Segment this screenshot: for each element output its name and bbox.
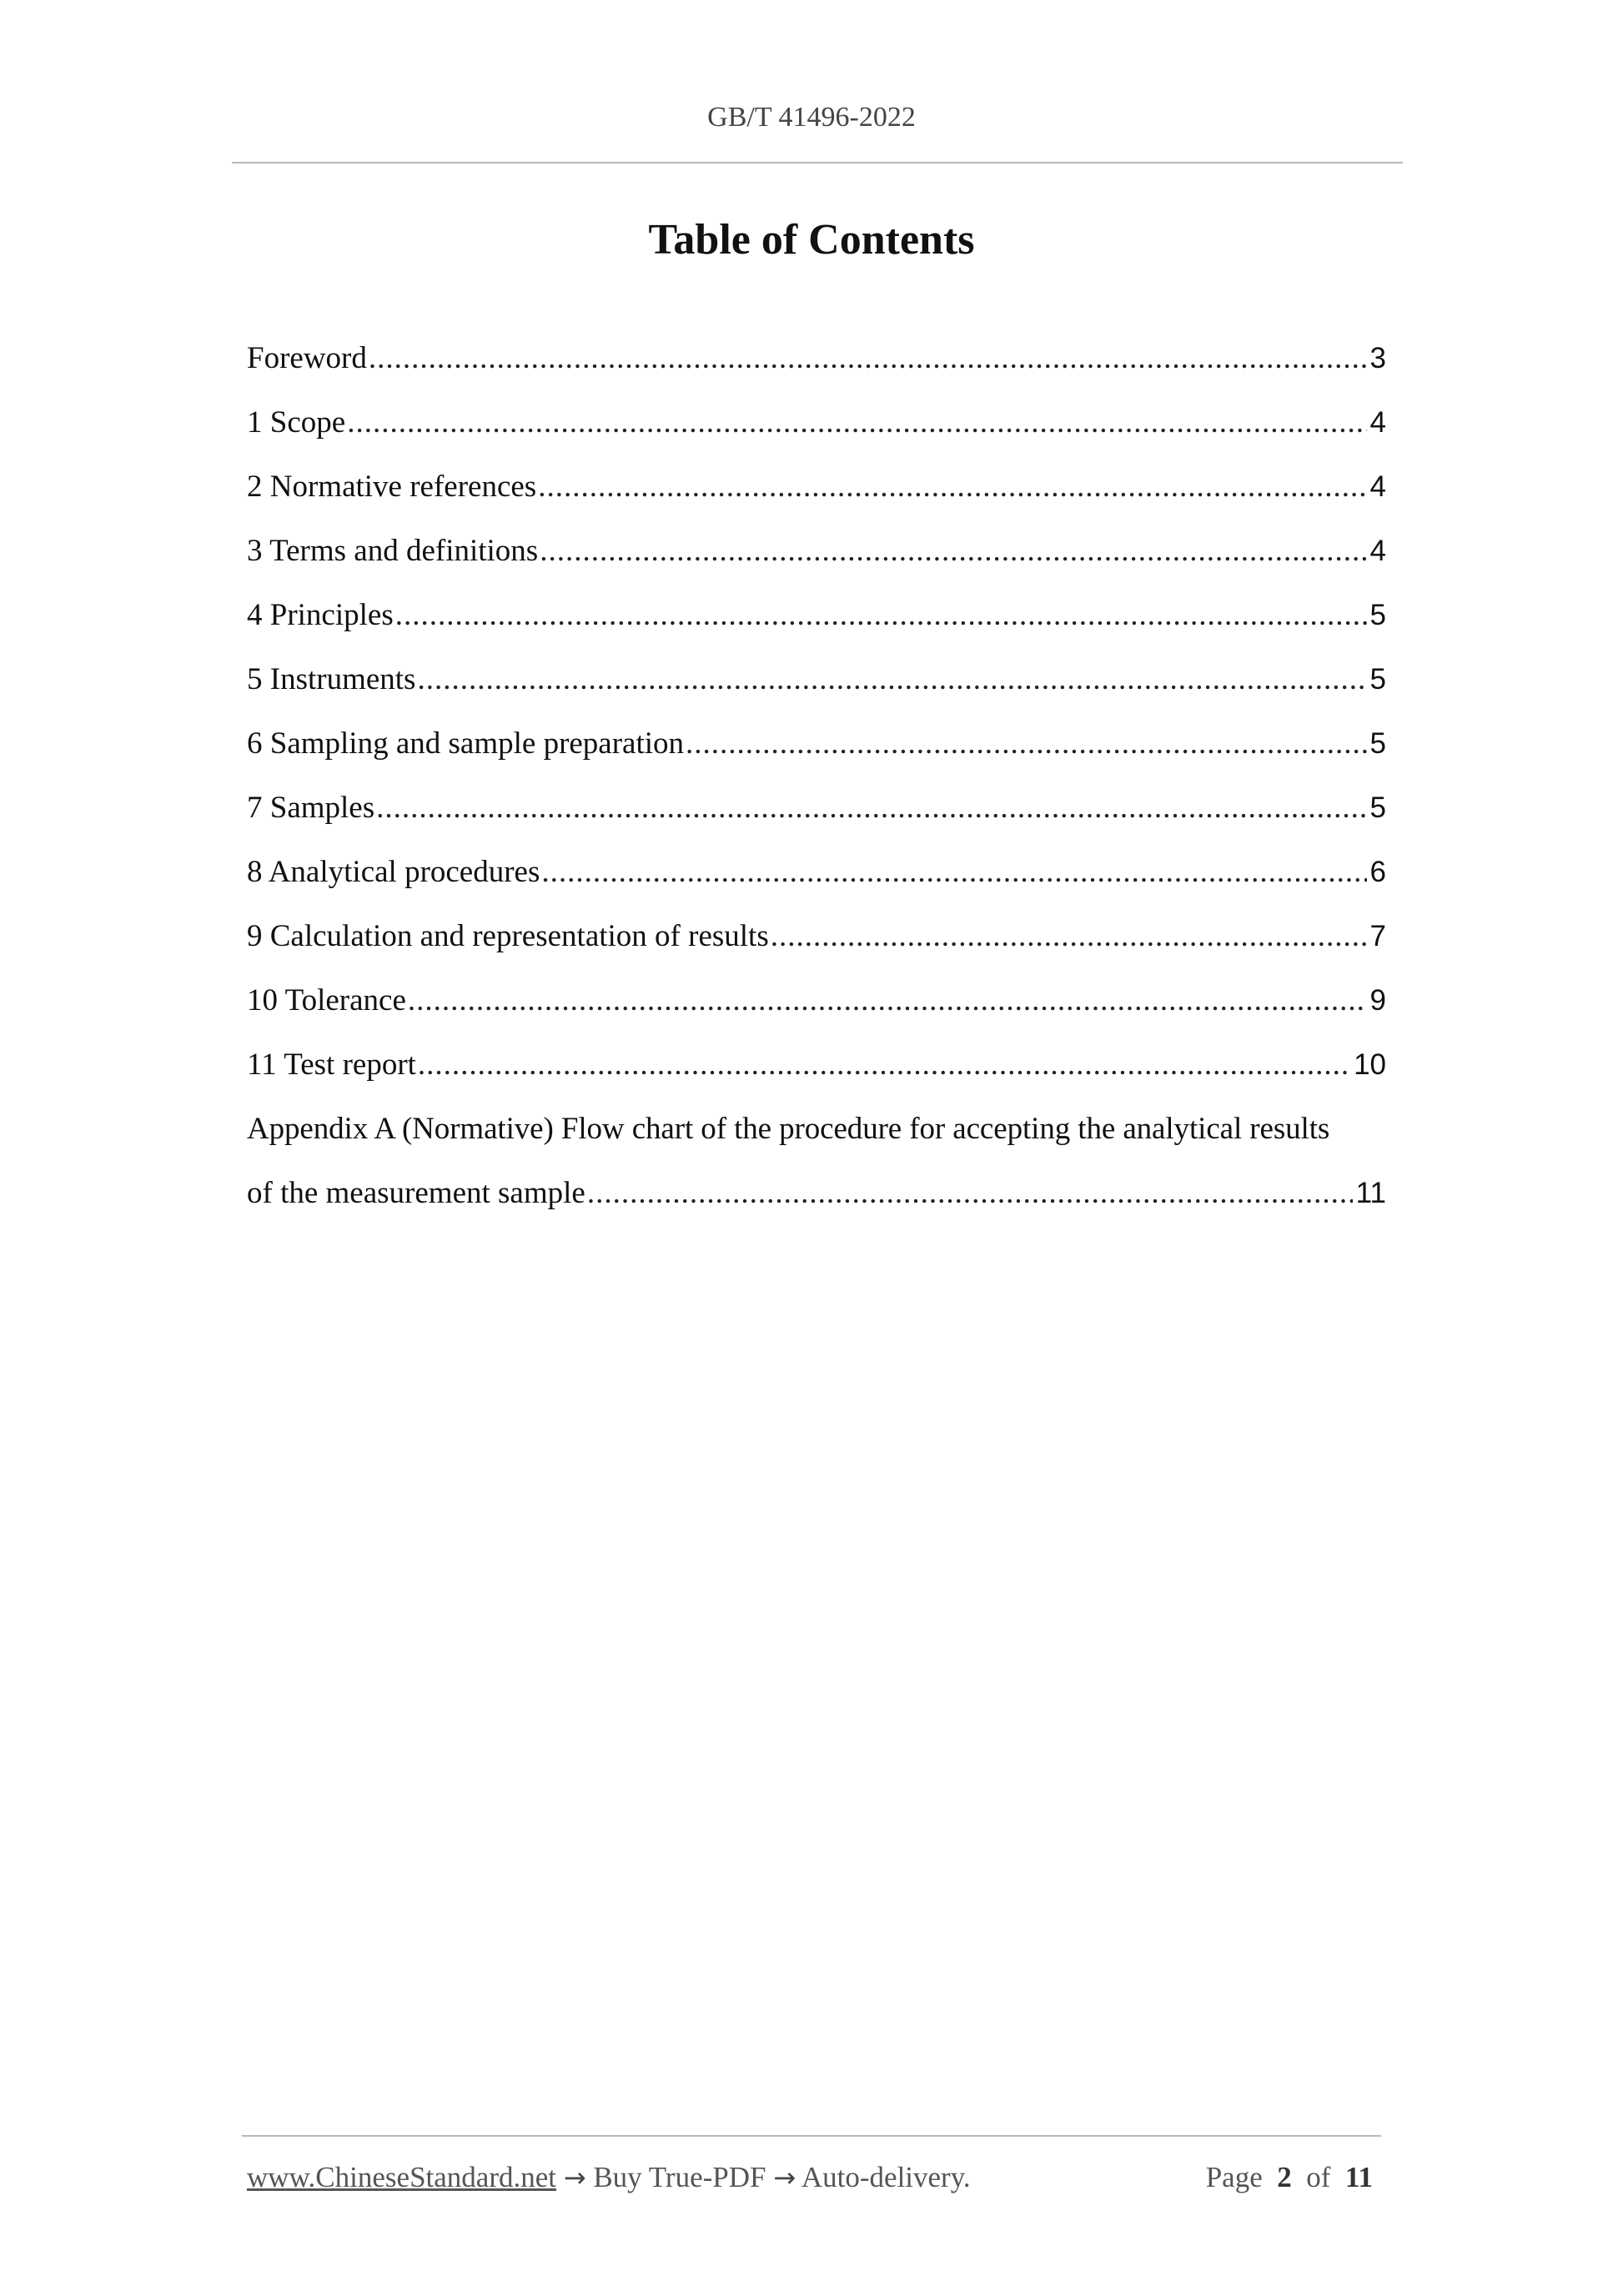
toc-entry-label: 11 Test report <box>247 1048 416 1082</box>
toc-entry-label: Foreword <box>247 341 367 375</box>
dot-leader <box>347 399 1366 446</box>
toc-entry-page-number: 6 <box>1369 856 1386 888</box>
dot-leader <box>376 785 1366 831</box>
dot-leader <box>408 977 1367 1024</box>
toc-entry-label: 1 Scope <box>247 405 346 440</box>
toc-entry-label-line1: Appendix A (Normative) Flow chart of the procedure for accepting the analytical results <box>247 1112 1330 1146</box>
document-number-header: GB/T 41496-2022 <box>707 102 916 133</box>
dot-leader <box>541 849 1366 896</box>
total-page-number: 11 <box>1344 2161 1373 2193</box>
toc-entry-appendix-a[interactable] <box>247 1106 1386 1234</box>
toc-entry-page-number: 4 <box>1369 470 1386 503</box>
header-divider <box>232 162 1403 163</box>
toc-entry-tolerance[interactable] <box>247 977 1386 1042</box>
footer-divider <box>242 2135 1381 2137</box>
toc-entry-page-number: 4 <box>1369 535 1386 567</box>
toc-entry-page-number: 9 <box>1369 984 1386 1017</box>
toc-entry-page-number: 5 <box>1369 727 1386 760</box>
toc-entry-page-number: 5 <box>1369 663 1386 696</box>
toc-entry-instruments[interactable] <box>247 656 1386 721</box>
dot-leader <box>417 656 1366 703</box>
dot-leader <box>538 464 1366 510</box>
footer-promo <box>247 2161 971 2194</box>
toc-entry-sampling[interactable] <box>247 721 1386 785</box>
toc-entry-label-line2: of the measurement sample <box>247 1176 585 1210</box>
dot-leader <box>686 721 1366 767</box>
toc-entry-test-report[interactable] <box>247 1042 1386 1106</box>
toc-entry-label: 6 Sampling and sample preparation <box>247 726 685 761</box>
dot-leader <box>771 913 1367 960</box>
current-page-number: 2 <box>1277 2161 1292 2193</box>
toc-entry-label: 8 Analytical procedures <box>247 855 540 889</box>
toc-entry-calculation[interactable] <box>247 913 1386 977</box>
toc-entry-samples[interactable] <box>247 785 1386 849</box>
auto-delivery-text: Auto-delivery. <box>801 2161 971 2193</box>
toc-entry-foreword[interactable] <box>247 335 1386 399</box>
toc-entry-label: 9 Calculation and representation of results <box>247 919 769 953</box>
dot-leader <box>587 1170 1353 1217</box>
toc-entry-page-number: 3 <box>1369 342 1386 374</box>
chinesestandard-link[interactable]: www.ChineseStandard.net <box>247 2161 556 2193</box>
toc-entry-label: 5 Instruments <box>247 662 416 696</box>
dot-leader <box>395 592 1367 639</box>
toc-entry-label: 2 Normative references <box>247 470 537 504</box>
toc-entry-principles[interactable] <box>247 592 1386 656</box>
toc-entry-page-number: 5 <box>1369 599 1386 631</box>
toc-entry-page-number: 4 <box>1369 406 1386 439</box>
arrow-right-icon: → <box>773 2162 796 2193</box>
dot-leader <box>418 1042 1350 1088</box>
table-of-contents <box>247 335 1386 1234</box>
toc-entry-label: 3 Terms and definitions <box>247 534 539 568</box>
dot-leader <box>540 528 1366 575</box>
toc-entry-label: 10 Tolerance <box>247 983 406 1017</box>
arrow-right-icon: → <box>563 2162 586 2193</box>
toc-entry-terms-and-definitions[interactable] <box>247 528 1386 592</box>
toc-entry-normative-references[interactable] <box>247 464 1386 528</box>
toc-entry-label: 7 Samples <box>247 791 375 825</box>
toc-entry-page-number: 5 <box>1369 791 1386 824</box>
page-title: Table of Contents <box>648 216 975 264</box>
buy-true-pdf-text: Buy True-PDF <box>593 2161 766 2193</box>
page-word: Page <box>1205 2161 1263 2193</box>
dot-leader <box>369 335 1367 382</box>
of-word: of <box>1306 2161 1331 2193</box>
toc-entry-page-number: 11 <box>1355 1177 1386 1209</box>
page-indicator <box>1206 2161 1373 2194</box>
toc-entry-scope[interactable] <box>247 399 1386 464</box>
toc-entry-page-number: 10 <box>1354 1048 1386 1081</box>
toc-entry-label: 4 Principles <box>247 598 394 632</box>
toc-entry-page-number: 7 <box>1369 920 1386 952</box>
toc-entry-analytical-procedures[interactable] <box>247 849 1386 913</box>
